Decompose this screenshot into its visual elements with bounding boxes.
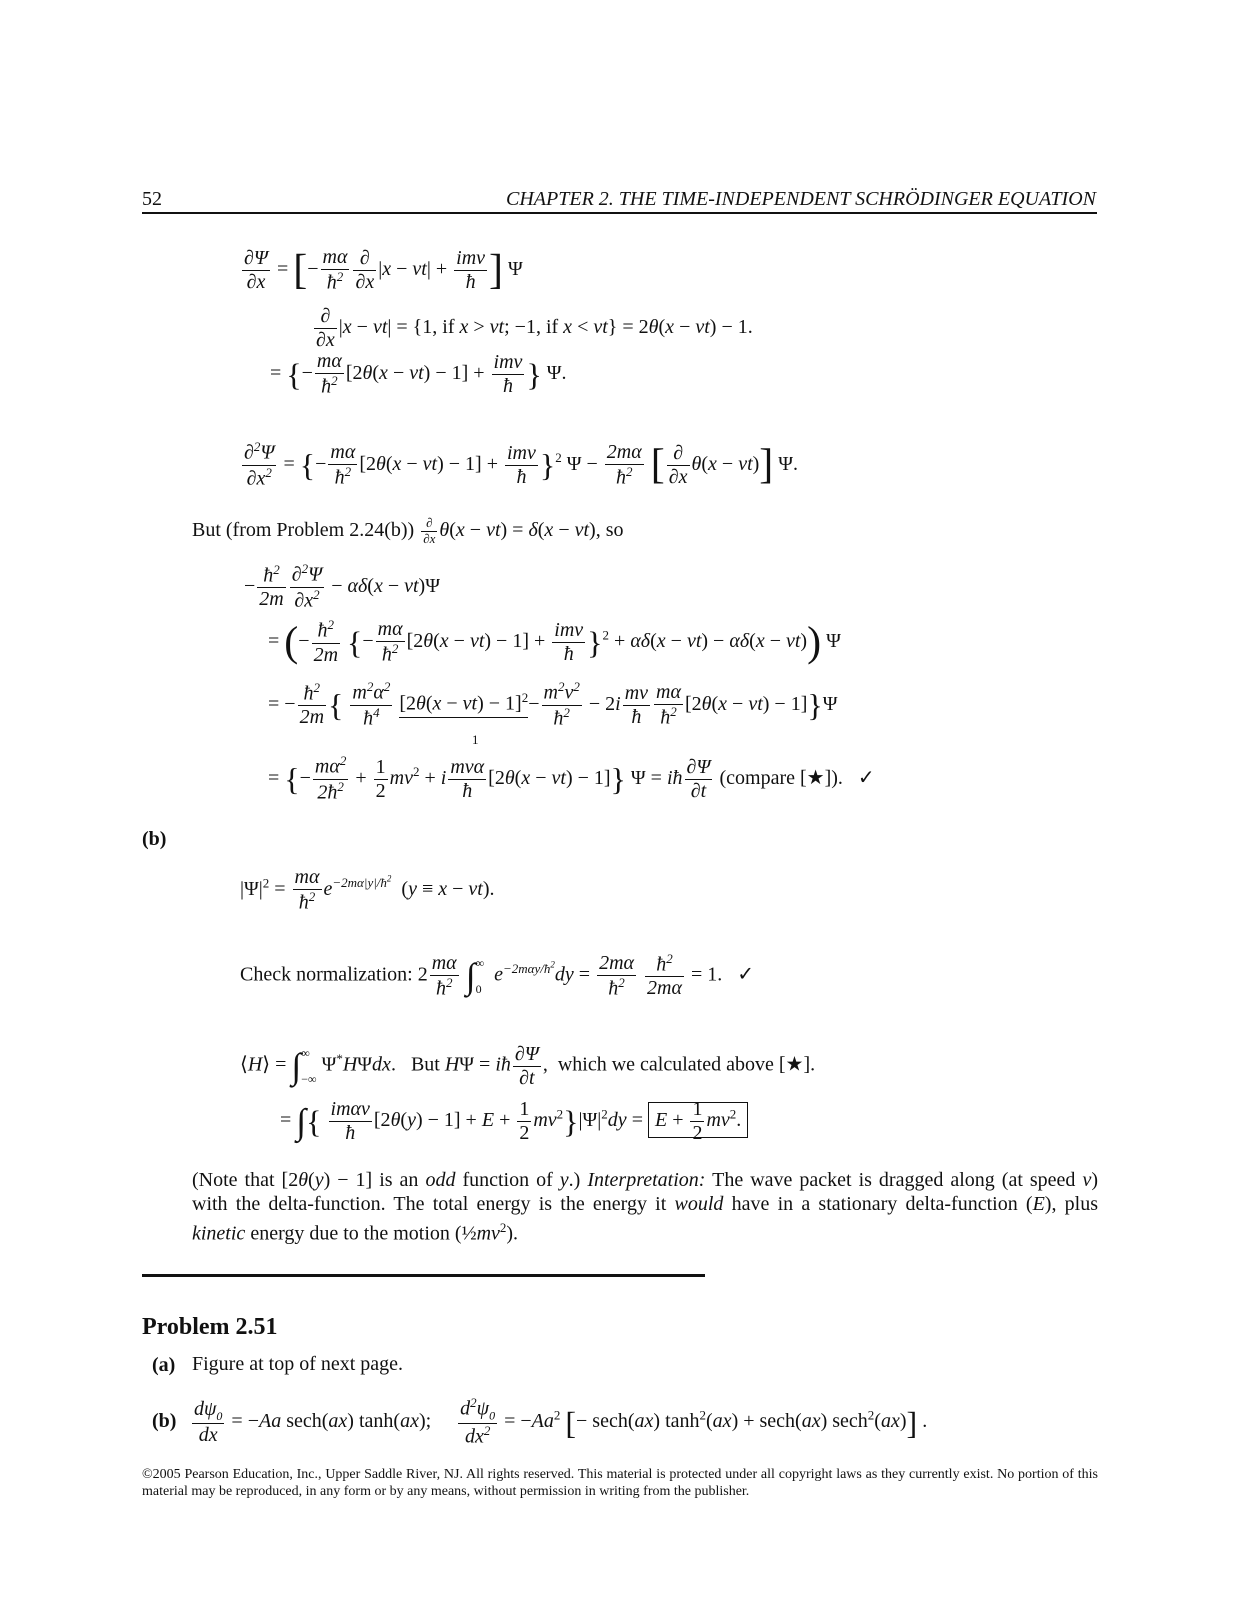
header-rule — [142, 212, 1097, 214]
equation-10: Check normalization: 2 $\frac{m\alpha}{ħ^2}$ ∫∞ 0 $e^{-2m\alpha y/ħ^2}dy$ = $\frac{2m\alpha}{ħ^2}$ $\frac{ħ^2}{2m\alpha}$ = 1. ✓ — [240, 950, 755, 1000]
problem-b-label: (b) — [152, 1410, 177, 1432]
equation-11: ⟨H⟩ = ∫∞ −∞ Ψ*HΨdx. But HΨ = iħ $\frac{\partial\Psi}{\partial t}$ , which we calculated above [★]. — [240, 1042, 816, 1089]
equation-8: = {− $\frac{m\alpha^2}{2ħ^2}$ + $\frac{1}{2}$ $mv^2 + i$ $\frac{\text{mvα}}{ħ}$ [2θ(x − vt) − 1]} Ψ = iħ $\frac{\partial\Psi}{\partial t}$ (compare [★]). ✓ — [268, 753, 875, 804]
chapter-title: CHAPTER 2. THE TIME-INDEPENDENT SCHRÖDINGER EQUATION — [506, 188, 1096, 210]
copyright-footer: ©2005 Pearson Education, Inc., Upper Saddle River, NJ. All rights reserved. This material is protected under all copyright laws as they currently exist. No portion of this material may be reproduced, in any form or by any means, without permission in writing from the publisher. — [142, 1467, 1098, 1499]
problem-b-equation: $\frac{d\psi_0}{dx}$ = −Aa sech(ax) tanh(ax); $\frac{d^2\psi_0}{dx^2}$ = $-Aa^2$ [− sech(ax) $\tanh^2(ax) + \sec h(ax)$ sech$^2$(ax)] . — [194, 1395, 928, 1449]
but-from-text: But (from Problem 2.24(b)) $\frac{\partial}{\partial x}$ θ(x − vt) = δ(x − vt), so — [192, 515, 624, 546]
equation-3: = {− $\frac{m\alpha}{ħ^2}$ [2θ(x − vt) − 1] + $\frac{\text{imv}}{ħ}$ } Ψ. — [270, 350, 567, 398]
underbraced-term: $[2\theta(x - vt) - 1]^2$ — [399, 691, 528, 718]
problem-a-text: Figure at top of next page. — [192, 1353, 404, 1375]
equation-6: = (− $\frac{ħ^2}{2m}$ {− $\frac{m\alpha}{ħ^2}$ [2θ(x − vt) − 1] + $\frac{\text{imv}}{ħ}$ }$^2$ + αδ(x − vt) − αδ(x − vt)) Ψ — [268, 617, 841, 666]
boxed-result: E + $\frac{1}{2}$ $mv^2$. — [648, 1102, 748, 1138]
equation-5: − $\frac{ħ^2}{2m}$ $\frac{\partial^2\Psi}{\partial x^2}$ − αδ(x − vt)Ψ — [244, 561, 440, 612]
equation-2: $\frac{\partial}{\partial x}$ |x − vt| = {1, if x > vt; −1, if x < vt} = 2θ(x − vt) − 1. — [316, 305, 753, 351]
problem-a-label: (a) — [152, 1354, 176, 1376]
problem-title: Problem 2.51 — [142, 1314, 278, 1340]
equation-1: $\frac{\partial\Psi}{\partial x}$ = [− $\frac{m\alpha}{ħ^2}$ $\frac{\partial}{\partial x}$ |x − vt| + $\frac{\text{imv}}{ħ}$ ] Ψ — [244, 246, 523, 294]
equation-7: = − $\frac{ħ^2}{2m}$ { $\frac{m^2\alpha^2}{ħ^4}$ $[2\theta(x - vt) - 1]^2-$ $\frac{m^2v^2}{ħ^2}$ − 2i $\frac{mv}{ħ}$ $\frac{m\alpha}{ħ^2}$ [2θ(x − vt) − 1]}Ψ — [268, 679, 838, 730]
equation-9: $|\Psi|^2$ = $\frac{m\alpha}{ħ^2}$ $e^{-2m\alpha|y|/ħ^2}$ (y ≡ x − vt). — [240, 866, 495, 914]
underbrace-value: 1 — [472, 732, 479, 747]
equation-4: $\frac{\partial^2\Psi}{\partial x^2}$ = {− $\frac{m\alpha}{ħ^2}$ [2θ(x − vt) − 1] + $\frac{\text{imv}}{ħ}$ }$^2$ Ψ − $\frac{2m\alpha}{ħ^2}$ [ $\frac{\partial}{\partial x}$ θ(x − vt)] Ψ. — [244, 439, 799, 490]
problem-separator — [142, 1274, 705, 1277]
page-number: 52 — [142, 188, 162, 210]
note-paragraph: (Note that [2θ(y) − 1] is an odd function of y.) Interpretation: The wave packet is dragged along (at speed v) with the delta-function. The total energy is the energy it would have in a stationary delta-function (E), plus kinetic energy due to the motion $(\frac{1}{2}mv^2)$. — [192, 1169, 1098, 1245]
equation-12: = ∫{ $\frac{\text{imαv}}{ħ}$ [2θ(y) − 1] + E + $\frac{1}{2}$ $mv^2\}|\Psi|^2dy = E$ + $\frac{1}{2}$ $mv^2$. — [280, 1098, 748, 1145]
part-b-label: (b) — [142, 828, 167, 850]
